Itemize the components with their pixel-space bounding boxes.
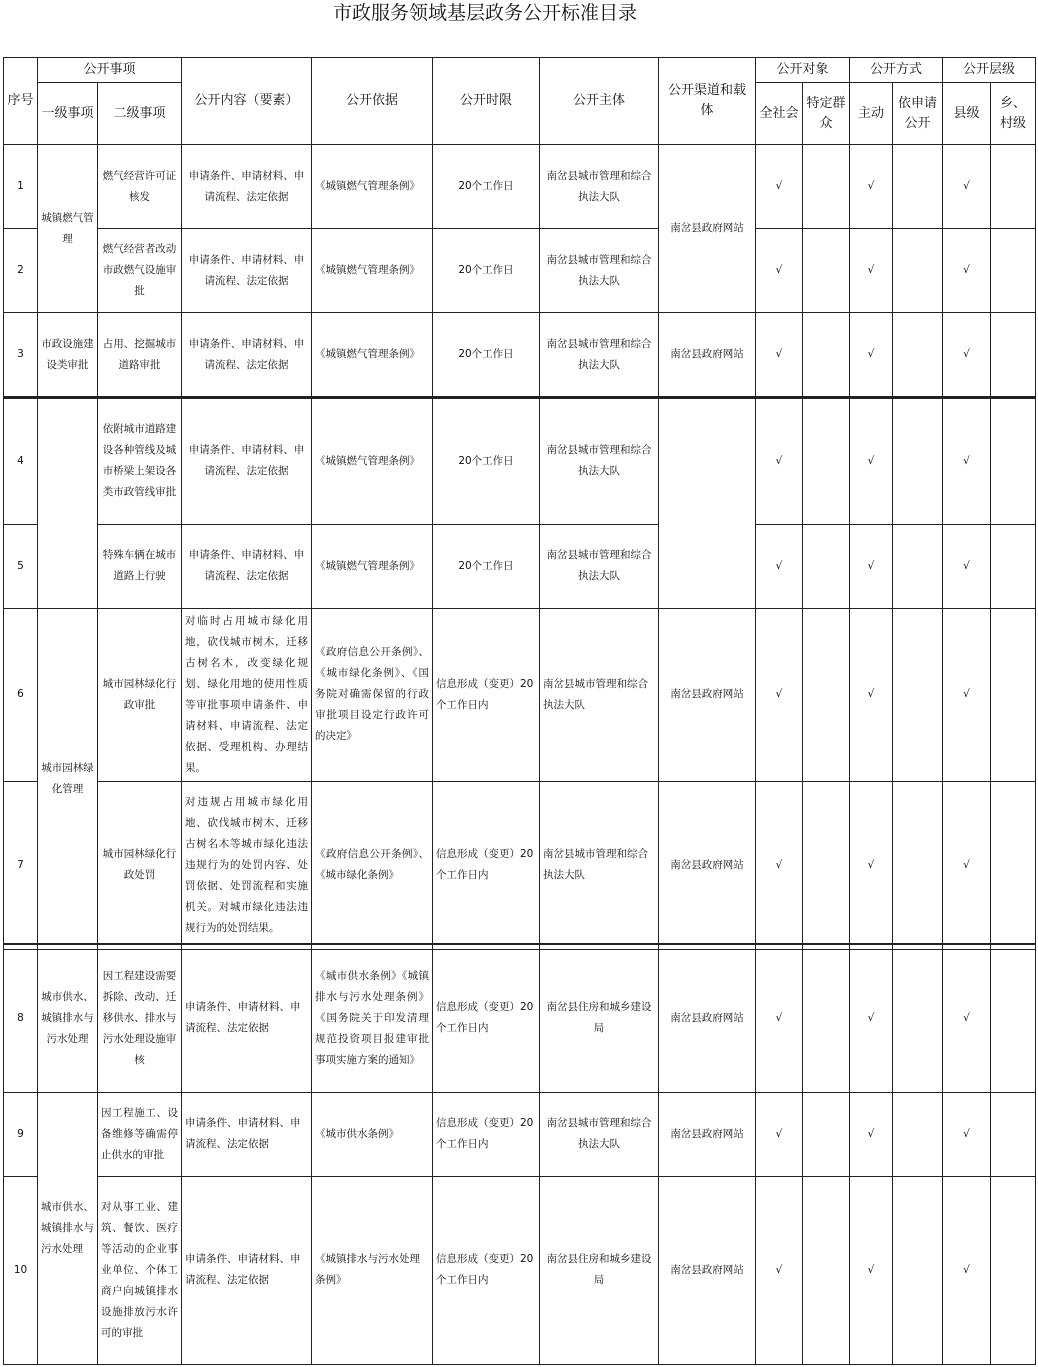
- subject-cell: 南岔县城市管理和综合执法大队: [540, 398, 659, 524]
- check-mark: √: [943, 524, 991, 608]
- subject-cell: 南岔县城市管理和综合执法大队: [540, 145, 659, 229]
- content-cell: 对临时占用城市绿化用地，砍伐城市树木，迁移古树名木，改变绿化规划、绿化用地的使用性质等审批事项申请条件、申请材料、申请流程、法定依据、受理机构、办理结果。: [182, 608, 312, 781]
- empty-cell: [991, 524, 1036, 608]
- header-subject: 公开主体: [540, 58, 659, 145]
- header-m-active: 主动: [850, 83, 893, 145]
- channel-cell: 南岔县政府网站: [659, 781, 756, 949]
- seq-cell: 3: [4, 313, 38, 397]
- time-cell: 20个工作日: [433, 229, 540, 313]
- check-mark: √: [943, 398, 991, 524]
- check-mark: √: [943, 313, 991, 397]
- empty-cell: [803, 781, 850, 949]
- header-level2: 二级事项: [98, 83, 182, 145]
- table-row: [4, 313, 1036, 397]
- check-mark: √: [850, 145, 893, 229]
- check-mark: √: [943, 944, 991, 1092]
- time-cell: 20个工作日: [433, 145, 540, 229]
- content-cell: 申请条件、申请材料、申请流程、法定依据: [182, 1092, 312, 1176]
- channel-cell: 南岔县政府网站: [659, 608, 756, 781]
- page-title: 市政服务领域基层政务公开标准目录: [332, 2, 637, 24]
- subject-cell: 南岔县城市管理和综合执法大队: [540, 608, 659, 781]
- time-cell: 信息形成（变更）20个工作日内: [433, 608, 540, 781]
- check-mark: √: [850, 229, 893, 313]
- level2-cell: 对从事工业、建筑、餐饮、医疗等活动的企业事业单位、个体工商户向城镇排水设施排放污水许可的审批: [98, 1176, 182, 1364]
- header-aud-all: 全社会: [756, 83, 803, 145]
- table-row: [4, 524, 1036, 608]
- header-time: 公开时限: [433, 58, 540, 145]
- check-mark: √: [943, 229, 991, 313]
- empty-cell: [893, 313, 943, 397]
- empty-cell: [991, 1176, 1036, 1364]
- empty-cell: [893, 398, 943, 524]
- check-mark: √: [943, 608, 991, 781]
- header-aud-specific: 特定群众: [803, 83, 850, 145]
- channel-cell: 南岔县政府网站: [659, 944, 756, 1092]
- level1-cell: [38, 398, 98, 608]
- check-mark: √: [943, 781, 991, 949]
- check-mark: √: [850, 524, 893, 608]
- table-row: [4, 398, 1036, 524]
- table-row: [4, 229, 1036, 313]
- header-channel: 公开渠道和载体: [659, 58, 756, 145]
- empty-cell: [803, 944, 850, 1092]
- empty-cell: [803, 1176, 850, 1364]
- content-cell: 申请条件、申请材料、申请流程、法定依据: [182, 944, 312, 1092]
- check-mark: √: [850, 608, 893, 781]
- empty-cell: [991, 944, 1036, 1092]
- empty-cell: [893, 1176, 943, 1364]
- check-mark: √: [756, 229, 803, 313]
- seq-cell: 1: [4, 145, 38, 229]
- level2-cell: 依附城市道路建设各种管线及城市桥梁上架设各类市政管线审批: [98, 398, 182, 524]
- time-cell: 信息形成（变更）20个工作日内: [433, 1092, 540, 1176]
- table-row: [4, 944, 1036, 1092]
- header-audience: 公开对象: [756, 58, 850, 83]
- check-mark: √: [943, 1176, 991, 1364]
- check-mark: √: [756, 313, 803, 397]
- content-cell: 申请条件、申请材料、申请流程、法定依据: [182, 524, 312, 608]
- channel-cell: 南岔县政府网站: [659, 145, 756, 313]
- seq-cell: 5: [4, 524, 38, 608]
- level2-cell: 燃气经营者改动市政燃气设施审批: [98, 229, 182, 313]
- content-cell: 申请条件、申请材料、申请流程、法定依据: [182, 1176, 312, 1364]
- header-lv-town: 乡、村级: [991, 83, 1036, 145]
- content-cell: 对违规占用城市绿化用地、砍伐城市树木、迁移古树名木等城市绿化违法违规行为的处罚内容、处罚依据、处罚流程和实施机关。对城市绿化违法违规行为的处罚结果。: [182, 781, 312, 949]
- empty-cell: [803, 145, 850, 229]
- basis-cell: 《城市供水条例》《城镇排水与污水处理条例》《国务院关于印发清理规范投资项目报建审批事项实施方案的通知》: [312, 944, 433, 1092]
- subject-cell: 南岔县城市管理和综合执法大队: [540, 1092, 659, 1176]
- header-seq: 序号: [4, 58, 38, 145]
- channel-cell: 南岔县政府网站: [659, 1092, 756, 1176]
- empty-cell: [991, 781, 1036, 949]
- channel-cell: [659, 398, 756, 608]
- channel-cell: 南岔县政府网站: [659, 313, 756, 397]
- level1-cell: 城市供水、城镇排水与污水处理: [38, 1092, 98, 1364]
- time-cell: 20个工作日: [433, 524, 540, 608]
- time-cell: 20个工作日: [433, 313, 540, 397]
- table-row: [4, 145, 1036, 229]
- content-cell: 申请条件、申请材料、申请流程、法定依据: [182, 313, 312, 397]
- header-items: 公开事项: [38, 58, 182, 83]
- empty-cell: [991, 1092, 1036, 1176]
- subject-cell: 南岔县城市管理和综合执法大队: [540, 781, 659, 949]
- check-mark: √: [850, 781, 893, 949]
- basis-cell: 《政府信息公开条例》、《城市绿化条例》: [312, 781, 433, 949]
- level2-cell: 城市园林绿化行政处罚: [98, 781, 182, 949]
- empty-cell: [893, 944, 943, 1092]
- header-method: 公开方式: [850, 58, 943, 83]
- empty-cell: [803, 1092, 850, 1176]
- level2-cell: 占用、挖掘城市道路审批: [98, 313, 182, 397]
- check-mark: √: [756, 398, 803, 524]
- empty-cell: [991, 398, 1036, 524]
- level2-cell: 因工程施工、设备维修等确需停止供水的审批: [98, 1092, 182, 1176]
- header-lv-county: 县级: [943, 83, 991, 145]
- empty-cell: [991, 145, 1036, 229]
- level2-cell: 因工程建设需要拆除、改动、迁移供水、排水与污水处理设施审核: [98, 944, 182, 1092]
- level1-cell: 城市园林绿化管理: [38, 608, 98, 949]
- basis-cell: 《城镇燃气管理条例》: [312, 398, 433, 524]
- time-cell: 20个工作日: [433, 398, 540, 524]
- level2-cell: 燃气经营许可证核发: [98, 145, 182, 229]
- empty-cell: [893, 608, 943, 781]
- empty-cell: [803, 398, 850, 524]
- content-cell: 申请条件、申请材料、申请流程、法定依据: [182, 398, 312, 524]
- level1-cell: 城市供水、城镇排水与污水处理: [38, 944, 98, 1092]
- empty-cell: [991, 313, 1036, 397]
- header-level1: 一级事项: [38, 83, 98, 145]
- basis-cell: 《城市供水条例》: [312, 1092, 433, 1176]
- subject-cell: 南岔县城市管理和综合执法大队: [540, 524, 659, 608]
- seq-cell: 4: [4, 398, 38, 524]
- level1-cell: 市政设施建设类审批: [38, 313, 98, 397]
- empty-cell: [803, 229, 850, 313]
- empty-cell: [893, 781, 943, 949]
- basis-cell: 《城镇燃气管理条例》: [312, 313, 433, 397]
- empty-cell: [803, 524, 850, 608]
- header-m-apply: 依申请公开: [893, 83, 943, 145]
- subject-cell: 南岔县城市管理和综合执法大队: [540, 313, 659, 397]
- check-mark: √: [756, 781, 803, 949]
- content-cell: 申请条件、申请材料、申请流程、法定依据: [182, 145, 312, 229]
- check-mark: √: [850, 398, 893, 524]
- time-cell: 信息形成（变更）20个工作日内: [433, 781, 540, 949]
- check-mark: √: [943, 1092, 991, 1176]
- basis-cell: 《城镇燃气管理条例》: [312, 229, 433, 313]
- empty-cell: [893, 524, 943, 608]
- seq-cell: 9: [4, 1092, 38, 1176]
- check-mark: √: [756, 1176, 803, 1364]
- check-mark: √: [850, 1092, 893, 1176]
- header-level: 公开层级: [943, 58, 1036, 83]
- seq-cell: 6: [4, 608, 38, 781]
- check-mark: √: [756, 524, 803, 608]
- header-content: 公开内容（要素）: [182, 58, 312, 145]
- seq-cell: 2: [4, 229, 38, 313]
- empty-cell: [893, 145, 943, 229]
- table-row: [4, 1176, 1036, 1364]
- catalog-table-part2: [3, 397, 1036, 950]
- subject-cell: 南岔县城市管理和综合执法大队: [540, 229, 659, 313]
- content-cell: 申请条件、申请材料、申请流程、法定依据: [182, 229, 312, 313]
- level2-cell: 城市园林绿化行政审批: [98, 608, 182, 781]
- seq-cell: 7: [4, 781, 38, 949]
- catalog-table-part1: [3, 57, 1036, 397]
- time-cell: 信息形成（变更）20个工作日内: [433, 944, 540, 1092]
- check-mark: √: [850, 944, 893, 1092]
- empty-cell: [803, 313, 850, 397]
- empty-cell: [893, 1092, 943, 1176]
- basis-cell: 《政府信息公开条例》、《城市绿化条例》、《国务院对确需保留的行政审批项目设定行政许可的决定》: [312, 608, 433, 781]
- table-row: [4, 781, 1036, 949]
- empty-cell: [893, 229, 943, 313]
- check-mark: √: [943, 145, 991, 229]
- check-mark: √: [850, 1176, 893, 1364]
- check-mark: √: [850, 313, 893, 397]
- time-cell: 信息形成（变更）20个工作日内: [433, 1176, 540, 1364]
- channel-cell: 南岔县政府网站: [659, 1176, 756, 1364]
- basis-cell: 《城镇排水与污水处理条例》: [312, 1176, 433, 1364]
- subject-cell: 南岔县住房和城乡建设局: [540, 944, 659, 1092]
- basis-cell: 《城镇燃气管理条例》: [312, 524, 433, 608]
- seq-cell: 8: [4, 944, 38, 1092]
- seq-cell: 10: [4, 1176, 38, 1364]
- empty-cell: [991, 608, 1036, 781]
- empty-cell: [803, 608, 850, 781]
- catalog-table-part3: [3, 943, 1036, 1365]
- check-mark: √: [756, 608, 803, 781]
- check-mark: √: [756, 1092, 803, 1176]
- level1-cell: 城镇燃气管理: [38, 145, 98, 313]
- subject-cell: 南岔县住房和城乡建设局: [540, 1176, 659, 1364]
- basis-cell: 《城镇燃气管理条例》: [312, 145, 433, 229]
- level2-cell: 特殊车辆在城市道路上行驶: [98, 524, 182, 608]
- header-basis: 公开依据: [312, 58, 433, 145]
- table-row: [4, 608, 1036, 781]
- empty-cell: [991, 229, 1036, 313]
- check-mark: √: [756, 145, 803, 229]
- check-mark: √: [756, 944, 803, 1092]
- table-row: [4, 1092, 1036, 1176]
